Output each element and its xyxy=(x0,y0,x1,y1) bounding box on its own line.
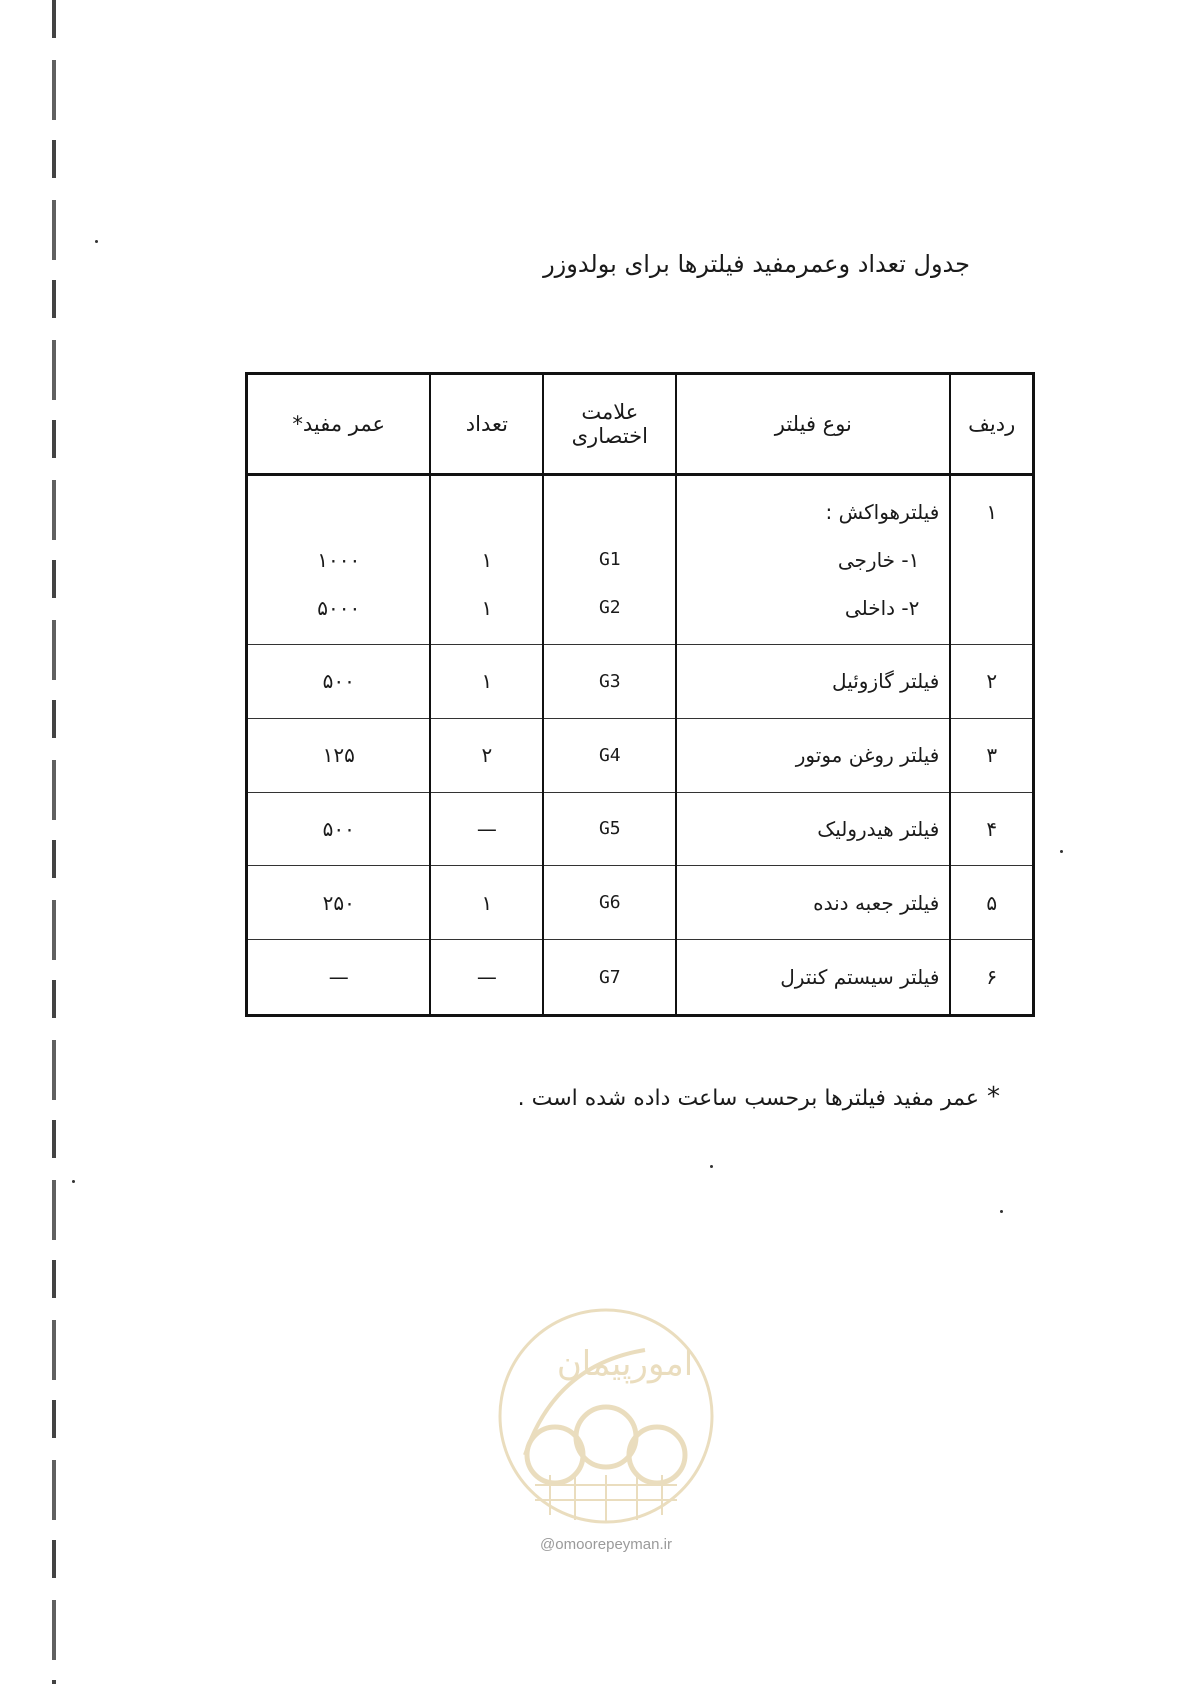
scan-speck xyxy=(1060,850,1063,853)
header-row-number: ردیف xyxy=(950,374,1033,475)
filters-table xyxy=(245,372,1035,1017)
abbreviation: G3 xyxy=(543,645,676,719)
footnote xyxy=(390,1082,1000,1112)
scan-speck xyxy=(72,1180,75,1183)
watermark-logo xyxy=(495,1305,717,1527)
filter-subtype: ۲- داخلی xyxy=(844,596,920,620)
filter-subtype: ۱- خارجی xyxy=(837,548,920,572)
table-title: جدول تعداد وعمرمفید فیلترها برای بولدوزر xyxy=(543,250,970,278)
binding-edge-mark xyxy=(52,0,56,1684)
filter-type: فیلتر روغن موتور xyxy=(676,718,950,792)
row-number: ۴ xyxy=(950,792,1033,866)
quantity-cell xyxy=(430,475,543,645)
watermark-logo-text: امورپیمان xyxy=(556,1344,694,1384)
abbreviation: G7 xyxy=(543,940,676,1016)
quantity: — xyxy=(430,940,543,1016)
row-number: ۳ xyxy=(950,718,1033,792)
useful-life: — xyxy=(247,940,431,1016)
abbreviation: G2 xyxy=(598,597,621,618)
header-abbreviation: علامت اختصاری xyxy=(543,374,676,475)
filter-type-cell xyxy=(676,475,950,645)
header-filter-type: نوع فیلتر xyxy=(676,374,950,475)
abbreviation: G6 xyxy=(543,866,676,940)
quantity: ۱ xyxy=(430,866,543,940)
useful-life: ۱۰۰۰ xyxy=(317,548,361,572)
header-quantity: تعداد xyxy=(430,374,543,475)
footnote-marker: * xyxy=(987,1082,1000,1112)
useful-life: ۱۲۵ xyxy=(247,718,431,792)
scan-speck xyxy=(1000,1210,1003,1213)
quantity: ۲ xyxy=(430,718,543,792)
quantity: ۱ xyxy=(481,596,493,620)
filter-type: فیلتر جعبه دنده xyxy=(676,866,950,940)
row-number: ۵ xyxy=(950,866,1033,940)
table-row xyxy=(247,645,1034,719)
filter-group-label: فیلترهواکش : xyxy=(825,500,940,524)
row-number: ۲ xyxy=(950,645,1033,719)
footnote-text: عمر مفید فیلترها برحسب ساعت داده شده است . xyxy=(517,1086,979,1111)
useful-life: ۵۰۰۰ xyxy=(317,596,361,620)
filter-type: فیلتر سیستم کنترل xyxy=(676,940,950,1016)
scan-speck xyxy=(95,240,98,243)
scan-speck xyxy=(710,1165,713,1168)
abbreviation: G4 xyxy=(543,718,676,792)
useful-life: ۵۰۰ xyxy=(247,792,431,866)
row-number: ۶ xyxy=(950,940,1033,1016)
useful-life-cell xyxy=(247,475,431,645)
quantity: — xyxy=(430,792,543,866)
useful-life: ۲۵۰ xyxy=(247,866,431,940)
quantity: ۱ xyxy=(430,645,543,719)
table-row xyxy=(247,792,1034,866)
table-header-row xyxy=(247,374,1034,475)
abbreviation-cell xyxy=(543,475,676,645)
filter-type: فیلتر گازوئیل xyxy=(676,645,950,719)
filter-type: فیلتر هیدرولیک xyxy=(676,792,950,866)
header-useful-life: عمر مفید* xyxy=(247,374,431,475)
abbreviation: G5 xyxy=(543,792,676,866)
table-row xyxy=(247,940,1034,1016)
quantity: ۱ xyxy=(481,548,493,572)
row-number: ۱ xyxy=(950,475,1033,645)
abbreviation: G1 xyxy=(598,549,621,570)
useful-life: ۵۰۰ xyxy=(247,645,431,719)
watermark-handle: @omoorepeyman.ir xyxy=(540,1536,672,1553)
table-row xyxy=(247,475,1034,645)
table-row xyxy=(247,718,1034,792)
table-row xyxy=(247,866,1034,940)
